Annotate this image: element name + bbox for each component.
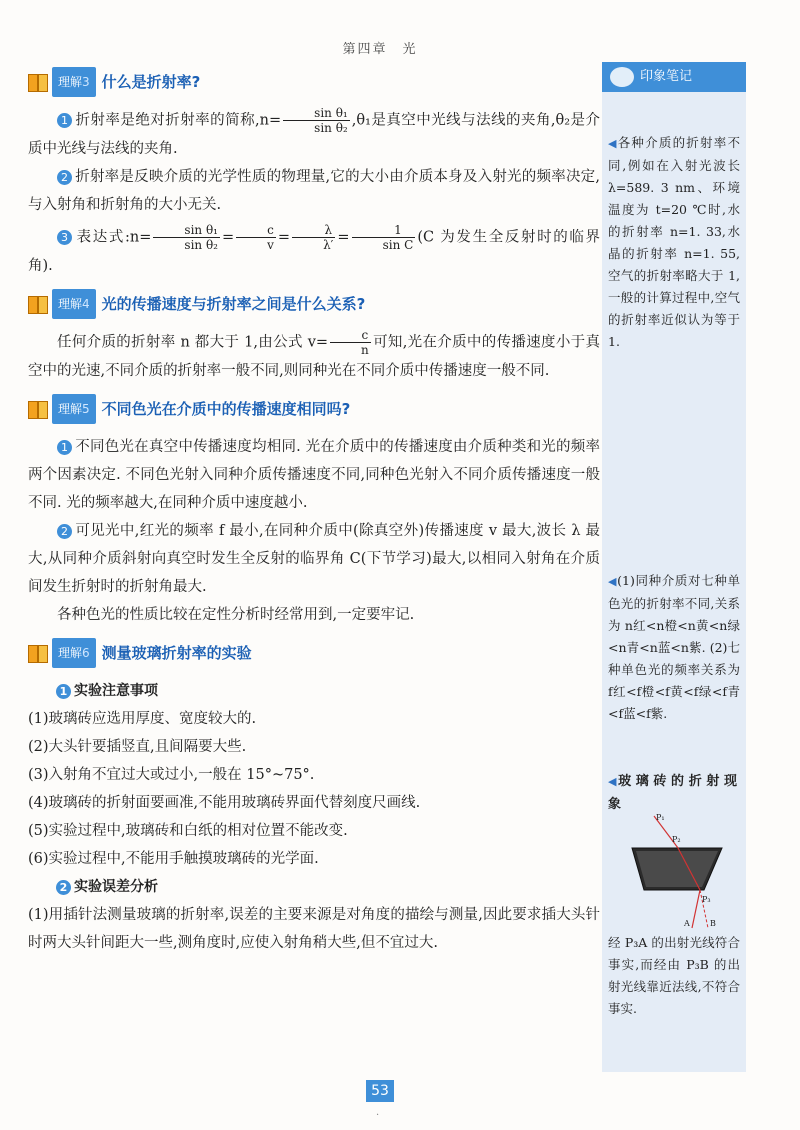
section-header-3	[28, 68, 600, 96]
paragraph: 2 可见光中,红光的频率 f 最小,在同种介质中(除真空外)传播速度 v 最大,波长 λ 最大,从同种介质斜射向真空时发生全反射的临界角 C(下节学习)最大,以相同入射角在介质间发生折射时的折射角最大.	[28, 523, 600, 595]
list-item: (2)大头针要插竖直,且间隔要大些.	[28, 739, 247, 755]
paragraph: 3 表达式:n= $\frac{\text{sin θ₁}}{\text{sin θ₂}}$ = $\frac{c}{v}$ = $\frac{\lambda}{\lambda'}$ = $\frac{1}{\text{sin C}}$ (C 为发生全反射时的临界角).	[28, 223, 600, 274]
sidebar-note: ◀(1)同种介质对七种单色光的折射率不同,关系为 n红<n橙<n黄<n绿<n青<n蓝<n紫. (2)七种单色光的频率关系为 f红<f橙<f黄<f绿<f青<f蓝<f紫.	[608, 573, 740, 721]
section-tag: 理解4	[52, 289, 96, 319]
page-dot: ·	[376, 1110, 380, 1121]
paragraph: 1 折射率是绝对折射率的简称,n= $\frac{\text{sin θ₁}}{\text{sin θ₂}}$ ,θ₁是真空中光线与法线的夹角,θ₂是介质中光线与法线的夹角.	[28, 106, 601, 157]
list-item: (1)玻璃砖应选用厚度、宽度较大的.	[28, 711, 257, 727]
section-title: 光的传播速度与折射率之间是什么关系?	[101, 295, 366, 313]
section-tag: 理解3	[52, 67, 96, 97]
paragraph: 各种色光的性质比较在定性分析时经常用到,一定要牢记.	[57, 607, 415, 623]
triangle-icon: ◀	[608, 137, 618, 150]
label-a: A	[684, 919, 690, 928]
subheading: 2 实验误差分析	[28, 873, 600, 901]
section-tag: 理解5	[52, 394, 96, 424]
fraction: $\frac{\text{sin θ₁}}{\text{sin θ₂}}$	[153, 223, 220, 252]
number-badge: 2	[57, 170, 72, 185]
main-content	[28, 62, 600, 957]
paragraph: (1)用插针法测量玻璃的折射率,误差的主要来源是对角度的描绘与测量,因此要求插大头针时两大头针间距大一些,测角度时,应使入射角稍大些,但不宜过大.	[28, 907, 600, 951]
number-badge: 2	[56, 880, 71, 895]
fraction: $\frac{c}{n}$	[330, 328, 371, 357]
section-title: 测量玻璃折射率的实验	[101, 644, 252, 662]
number-badge: 1	[56, 684, 71, 699]
book-icon	[28, 73, 50, 91]
number-badge: 2	[57, 524, 72, 539]
sidebar-title: 印象笔记	[602, 62, 746, 92]
list-item: (5)实验过程中,玻璃砖和白纸的相对位置不能改变.	[28, 823, 348, 839]
fraction: $\frac{\text{sin θ₁}}{\text{sin θ₂}}$	[283, 106, 350, 135]
page-number: 53	[366, 1080, 394, 1102]
section-header-4	[28, 290, 600, 318]
section-tag: 理解6	[52, 638, 96, 668]
label-p1: P₁	[656, 813, 665, 822]
list-item: (4)玻璃砖的折射面要画准,不能用玻璃砖界面代替刻度尺画线.	[28, 795, 421, 811]
paragraph: 1 不同色光在真空中传播速度均相同. 光在介质中的传播速度由介质种类和光的频率两个因素决定. 不同色光射入同种介质传播速度不同,同种色光射入不同介质传播速度一般不同. 光的频率越大,在同种介质中速度越小.	[28, 439, 600, 511]
subheading: 1 实验注意事项	[28, 677, 600, 705]
triangle-icon: ◀	[608, 775, 619, 788]
number-badge: 3	[57, 230, 72, 245]
emergent-ray-a	[692, 890, 700, 928]
label-p3: P₃	[702, 895, 711, 904]
paragraph: 任何介质的折射率 n 都大于 1,由公式 v= $\frac{c}{n}$ 可知,光在介质中的传播速度小于真空中的光速,不同介质的折射率一般不同,则同种光在不同介质中传播速度一般不同.	[28, 328, 600, 379]
label-p2: P₂	[672, 835, 681, 844]
book-icon	[28, 644, 50, 662]
fraction: $\frac{1}{\text{sin C}}$	[352, 223, 416, 252]
cloud-icon	[610, 67, 634, 87]
paragraph: 2 折射率是反映介质的光学性质的物理量,它的大小由介质本身及入射光的频率决定,与入射角和折射角的大小无关.	[28, 169, 600, 213]
number-badge: 1	[57, 113, 72, 128]
section-title: 什么是折射率?	[101, 73, 201, 91]
sidebar-note-heading: ◀玻璃砖的折射现象	[608, 774, 740, 812]
glass-brick-diagram	[614, 810, 734, 930]
book-icon	[28, 295, 50, 313]
section-header-5	[28, 395, 600, 423]
book-icon	[28, 400, 50, 418]
sidebar-note: ◀各种介质的折射率不同,例如在入射光波长 λ=589. 3 nm、环境温度为 t=20 ℃时,水的折射率 n=1. 33,水晶的折射率 n=1. 55,空气的折射率略大于 1,一般的计算过程中,空气的折射率近似认为等于 1.	[608, 135, 740, 349]
sidebar-notes	[602, 62, 746, 1072]
chapter-header: 第四章 光	[342, 42, 418, 57]
list-item: (6)实验过程中,不能用手触摸玻璃砖的光学面.	[28, 851, 319, 867]
fraction: $\frac{\lambda}{\lambda'}$	[292, 223, 335, 252]
sidebar-note: 经 P₃A 的出射光线符合事实,而经由 P₃B 的出射光线靠近法线,不符合事实.	[608, 935, 740, 1016]
list-item: (3)入射角不宜过大或过小,一般在 15°~75°.	[28, 767, 315, 783]
triangle-icon: ◀	[608, 575, 618, 588]
section-title: 不同色光在介质中的传播速度相同吗?	[101, 400, 351, 418]
fraction: $\frac{c}{v}$	[236, 223, 276, 252]
label-b: B	[710, 919, 716, 928]
section-header-6	[28, 639, 600, 667]
number-badge: 1	[57, 440, 72, 455]
